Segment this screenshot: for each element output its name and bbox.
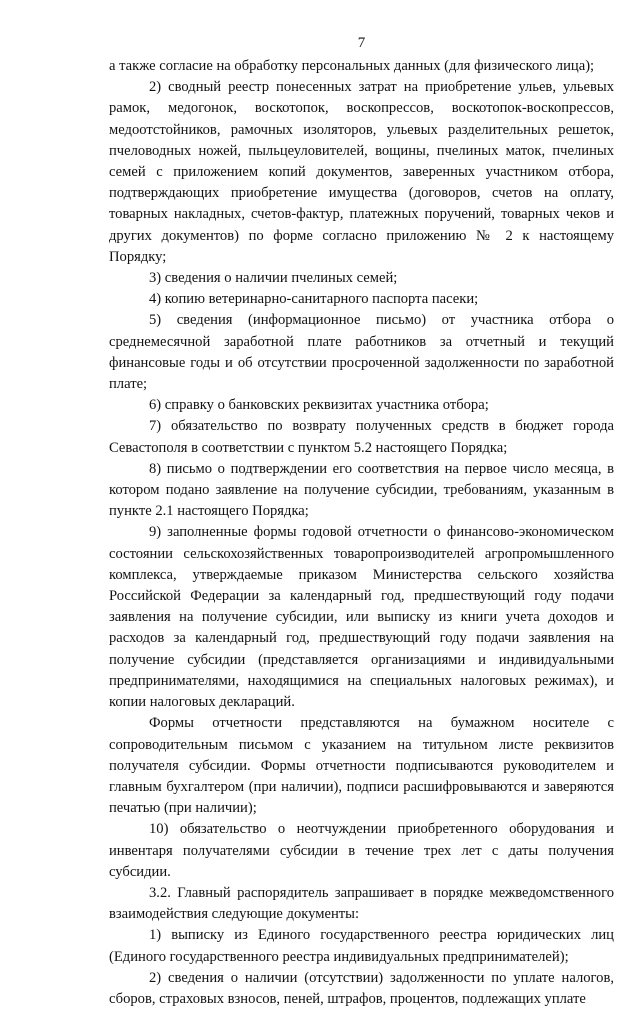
- paragraph: 8) письмо о подтверждении его соответствия на первое число месяца, в котором подано заявление на получение субсидии, требованиям, указанным в пункте 2.1 настоящего Порядка;: [109, 460, 614, 520]
- paragraph: 7) обязательство по возврату полученных средств в бюджет города Севастополя в соответствии с пунктом 5.2 настоящего Порядка;: [109, 418, 614, 456]
- paragraph: 2) сведения о наличии (отсутствии) задолженности по уплате налогов, сборов, страховых взносов, пеней, штрафов, процентов, подлежащих уплате: [109, 969, 614, 1007]
- paragraph: 2) сводный реестр понесенных затрат на приобретение ульев, ульевых рамок, медогонок, воскотопок, воскопрессов, воскотопок-воскопрессов, медоотстойников, рамочных изоляторов, ульевых разделительных решеток, пчеловодных ножей, пыльцеуловителей, вощины, пчелиных маток, пчелиных семей с приложением копий документов, заверенных участником отбора, подтверждающих приобретение имущества (договоров, счетов на оплату, товарных накладных, счетов-фактур, платежных поручений, товарных чеков и других документов) по форме согласно приложению № 2 к настоящему Порядку;: [109, 79, 614, 265]
- paragraph: 3.2. Главный распорядитель запрашивает в порядке межведомственного взаимодействия следующие документы:: [109, 884, 614, 923]
- paragraph: 9) заполненные формы годовой отчетности о финансово-экономическом состоянии сельскохозяйственных товаропроизводителей агропромышленного комплекса, утверждаемые приказом Министерства сельского хозяйства Российской Федерации за календарный год, предшествующий году подачи заявления на получение субсидии, или выписку из книги учета доходов и расходов за календарный год, предшествующий году подачи заявления на получение субсидии (представляется организациями и индивидуальными предпринимателями, находящимися на специальных налоговых режимах), и копии налоговых деклараций.: [109, 524, 614, 711]
- paragraph: Формы отчетности представляются на бумажном носителе с сопроводительным письмом с указанием на титульном листе реквизитов получателя субсидии. Формы отчетности подписываются руководителем и главным бухгалтером (при наличии), подписи расшифровываются и заверяются печатью (при наличии);: [109, 715, 614, 817]
- paragraph: 1) выписку из Единого государственного реестра юридических лиц (Единого государственного реестра индивидуальных предпринимателей);: [109, 927, 614, 965]
- paragraph: 3) сведения о наличии пчелиных семей;: [149, 270, 398, 287]
- paragraph: 6) справку о банковских реквизитах участника отбора;: [149, 397, 489, 414]
- paragraph: 10) обязательство о неотчуждении приобретенного оборудования и инвентаря получателями субсидии в течение трех лет с даты получения субсидии.: [109, 821, 614, 880]
- paragraph: 5) сведения (информационное письмо) от участника отбора о среднемесячной заработной плате работников за отчетный и текущий финансовые годы и об отсутствии просроченной задолженности по заработной плате;: [109, 312, 614, 393]
- paragraph: 4) копию ветеринарно-санитарного паспорта пасеки;: [149, 291, 479, 308]
- paragraph: а также согласие на обработку персональных данных (для физического лица);: [109, 58, 595, 74]
- document-body: [109, 56, 614, 1010]
- page-number: 7: [357, 35, 366, 51]
